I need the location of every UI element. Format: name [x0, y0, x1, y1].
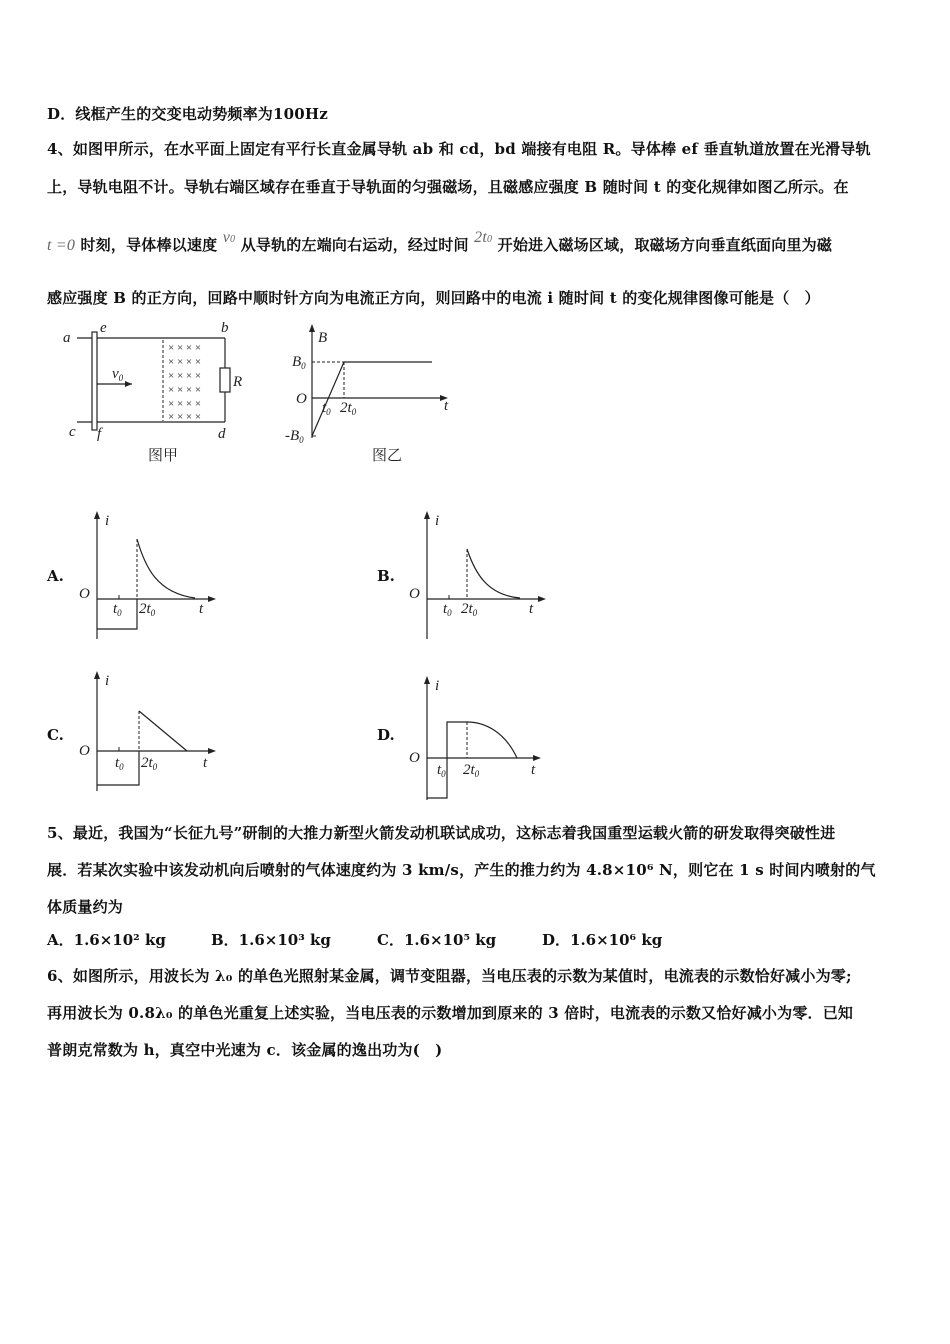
- current-linear-decrease: [139, 711, 187, 751]
- q4-line-1: 4、如图甲所示，在水平面上固定有平行长直金属导轨 ab 和 cd，bd 端接有电阻 R。导体棒 ef 垂直轨道放置在光滑导轨: [47, 140, 871, 158]
- magnetic-field-crosses: [168, 342, 201, 423]
- label-v0: $v_0$: [112, 366, 124, 383]
- label-b0: $B_0$: [292, 354, 306, 371]
- label-b: B: [318, 330, 328, 346]
- label-d: d: [218, 426, 226, 442]
- label-origin: O: [409, 750, 420, 766]
- q5-line-3: 体质量约为: [47, 898, 124, 916]
- resistor-r: [220, 368, 230, 392]
- math-v0: v0: [222, 229, 236, 246]
- label-origin: O: [79, 586, 90, 602]
- current-decay-curve: [137, 539, 195, 598]
- q5-option-d: D．1.6×10⁶ kg: [542, 931, 663, 949]
- label-t: t: [203, 755, 208, 771]
- q6-line-1: 6、如图所示，用波长为 λ₀ 的单色光照射某金属，调节变阻器，当电压表的示数为某值时，电流表的示数恰好减小为零;: [47, 967, 852, 985]
- q4-line-4: 感应强度 B 的正方向，回路中顺时针方向为电流正方向，则回路中的电流 i 随时间 t 的变化规律图像可能是（ ）: [47, 289, 820, 307]
- rod-ef: [92, 332, 97, 430]
- label-t0: $t_0$: [437, 762, 446, 779]
- caption-jia: 图甲: [148, 446, 179, 464]
- svg-text:× × × ×: × × × ×: [168, 384, 202, 396]
- q4-line-2: 上，导轨电阻不计。导轨右端区域存在垂直于导轨面的匀强磁场，且磁感应强度 B 随时间 t 的变化规律如图乙所示。在: [47, 178, 849, 196]
- q4-line-3-part-a: 时刻，导体棒以速度: [80, 236, 218, 254]
- label-origin: O: [296, 391, 307, 407]
- label-2t0: $2t_0$: [141, 755, 158, 772]
- q4-line-3: [47, 229, 833, 255]
- q5-option-b: B．1.6×10³ kg: [211, 931, 331, 949]
- figure-jia: [60, 318, 250, 468]
- math-2t0: 2t0: [474, 229, 493, 246]
- q4-line-3-part-b: 从导轨的左端向右运动，经过时间: [240, 236, 469, 254]
- label-origin: O: [409, 586, 420, 602]
- svg-text:× × × ×: × × × ×: [168, 342, 202, 354]
- label-i: i: [105, 513, 110, 529]
- label-t0: $t_0$: [322, 400, 331, 417]
- math-t-equals-0: t =0: [47, 237, 76, 254]
- option-c-graph: [75, 665, 225, 805]
- option-d-label: D.: [377, 726, 395, 744]
- q5-line-2: 展．若某次实验中该发动机向后喷射的气体速度约为 3 km/s，产生的推力约为 4.8×10⁶ N，则它在 1 s 时间内喷射的气: [47, 861, 876, 879]
- label-e: e: [100, 320, 107, 336]
- q3-option-d: D．线框产生的交变电动势频率为100Hz: [47, 105, 329, 123]
- svg-text:× × × ×: × × × ×: [168, 398, 202, 410]
- q5-line-1: 5、最近，我国为“长征九号”研制的大推力新型火箭发动机联试成功，这标志着我国重型运载火箭的研发取得突破性进: [47, 824, 836, 842]
- option-b-graph: [405, 505, 555, 645]
- label-t: t: [529, 601, 534, 617]
- label-r: R: [233, 374, 243, 390]
- q6-line-2: 再用波长为 0.8λ₀ 的单色光重复上述实验，当电压表的示数增加到原来的 3 倍时，电流表的示数又恰好减小为零．已知: [47, 1004, 854, 1022]
- label-f: f: [97, 426, 102, 442]
- label-t: t: [444, 398, 449, 414]
- label-c: c: [69, 424, 76, 440]
- label-i: i: [435, 513, 440, 529]
- q5-option-c: C．1.6×10⁵ kg: [377, 931, 497, 949]
- q5-option-a: A．1.6×10² kg: [47, 931, 166, 949]
- label-t0: $t_0$: [443, 601, 452, 618]
- label-i: i: [105, 673, 110, 689]
- label-neg-b0: $-B_0$: [285, 428, 304, 445]
- option-a-label: A.: [47, 567, 64, 585]
- svg-text:× × × ×: × × × ×: [168, 356, 202, 368]
- caption-yi: 图乙: [372, 446, 403, 464]
- label-t0: $t_0$: [115, 755, 124, 772]
- b-ramp: [312, 362, 344, 436]
- label-2t0: $2t_0$: [340, 400, 357, 417]
- q5-options: [47, 929, 907, 951]
- option-c-label: C.: [47, 726, 64, 744]
- label-2t0: $2t_0$: [461, 601, 478, 618]
- current-arc: [467, 722, 517, 758]
- label-t: t: [531, 762, 536, 778]
- q4-line-3-part-c: 开始进入磁场区域，取磁场方向垂直纸面向里为磁: [497, 236, 833, 254]
- label-origin: O: [79, 743, 90, 759]
- option-d-graph: [405, 670, 555, 810]
- label-t: t: [199, 601, 204, 617]
- current-decay-curve: [467, 549, 520, 598]
- label-2t0: $2t_0$: [463, 762, 480, 779]
- option-a-graph: [75, 505, 225, 645]
- label-a: a: [63, 330, 71, 346]
- label-b: b: [221, 320, 229, 336]
- label-i: i: [435, 678, 440, 694]
- svg-text:× × × ×: × × × ×: [168, 411, 202, 423]
- label-t0: $t_0$: [113, 601, 122, 618]
- label-2t0: $2t_0$: [139, 601, 156, 618]
- q6-line-3: 普朗克常数为 h，真空中光速为 c．该金属的逸出功为( ): [47, 1041, 443, 1059]
- figure-yi: [282, 318, 462, 468]
- option-b-label: B.: [377, 567, 395, 585]
- svg-text:× × × ×: × × × ×: [168, 370, 202, 382]
